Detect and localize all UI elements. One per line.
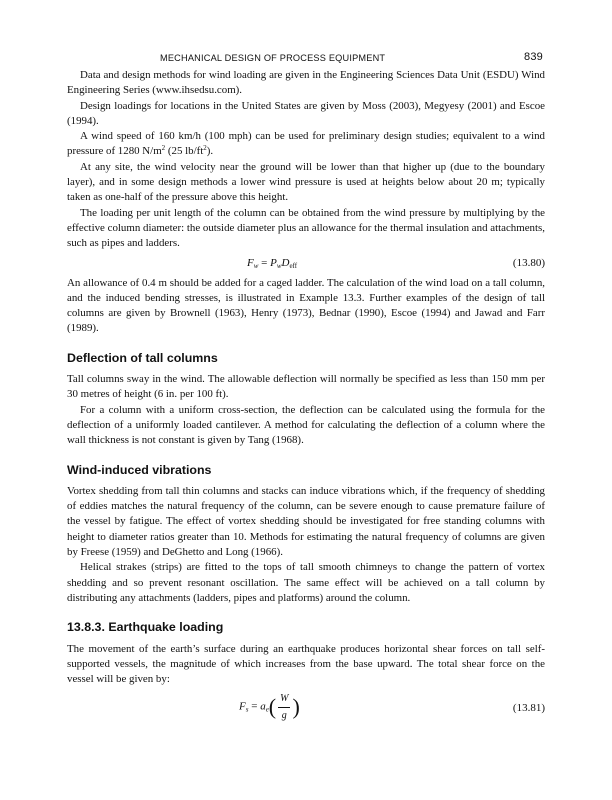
- body: [67, 68, 545, 727]
- eq-subscript: w: [276, 261, 282, 270]
- paragraph: Data and design methods for wind loading are given in the Engineering Sciences Data Unit (ESDU) Wind Engineering Series (www.ihsedsu.com).: [67, 69, 545, 97]
- equation-body: [247, 256, 297, 271]
- equation-number: (13.81): [512, 702, 545, 715]
- fraction-numerator: W: [278, 691, 290, 707]
- paragraph: [67, 129, 545, 160]
- page-number: 839: [524, 51, 543, 63]
- running-header: [67, 50, 545, 68]
- eq-subscript: eff: [289, 261, 298, 270]
- eq-symbol: F: [239, 700, 246, 713]
- left-paren: (: [268, 694, 277, 720]
- superscript: 2: [203, 144, 207, 153]
- eq-symbol: F: [247, 256, 254, 269]
- text-run: (25 lb/ft: [165, 145, 204, 158]
- paragraph: For a column with a uniform cross-section, the deflection can be calculated using the formula for the deflection of a uniformly loaded cantilever. A method for calculating the deflection of a column where the wall thickness is not constant is given by Tang (1968).: [67, 403, 545, 447]
- page: [67, 50, 545, 727]
- eq-operator: =: [258, 256, 271, 269]
- eq-symbol: D: [281, 256, 290, 269]
- section-heading: Deflection of tall columns: [67, 350, 218, 365]
- paragraph: Design loadings for locations in the United States are given by Moss (2003), Megyesy (2001) and Escoe (1994).: [67, 99, 545, 127]
- fraction: [278, 691, 290, 723]
- equation-number: (13.80): [512, 256, 545, 269]
- section-heading: Wind-induced vibrations: [67, 462, 212, 477]
- equation-13-81: [67, 687, 545, 727]
- fraction-denominator: g: [281, 709, 287, 721]
- paragraph: At any site, the wind velocity near the ground will be lower than that higher up (due to the boundary layer), and in some design methods a lower wind pressure is used at heights below about 20 m; typically taken as one-half of the pressure above this height.: [67, 160, 545, 204]
- paragraph: Tall columns sway in the wind. The allowable deflection will normally be specified as less than 150 mm per 30 metres of height (6 in. per 100 ft).: [67, 373, 545, 401]
- eq-operator: =: [248, 700, 261, 713]
- right-paren: ): [292, 694, 300, 720]
- eq-subscript: s: [245, 705, 249, 714]
- text-run: ).: [206, 145, 214, 158]
- section-heading: 13.8.3. Earthquake loading: [67, 620, 224, 635]
- superscript: 2: [161, 144, 166, 153]
- eq-subscript: e: [265, 705, 269, 714]
- paragraph: Vortex shedding from tall thin columns and stacks can induce vibrations which, if the frequency of shedding of eddies matches the natural frequency of the column, can be severe enough to cause premature failure of the vessel by fatigue. The effect of vortex shedding should be investigated for free standing columns with height to diameter ratios greater than 10. Methods for estimating the natural frequency of columns are given by Freese (1959) and DeGhetto and Long (1966).: [67, 484, 545, 559]
- eq-subscript: w: [253, 261, 259, 270]
- text-run: A wind speed of 160 km/h (100 mph) can be used for preliminary design studies; equivalent to a wind pressure of 1280 N/m: [67, 130, 545, 158]
- eq-symbol: a: [260, 700, 266, 713]
- equation-body: [239, 691, 300, 723]
- paragraph: The movement of the earth’s surface during an earthquake produces horizontal shear forces on tall self-supported vessels, the magnitude of which increases from the base upward. The total shear force on the vessel will be given by:: [67, 642, 545, 686]
- eq-symbol: P: [270, 256, 277, 269]
- equation-13-80: [67, 252, 545, 276]
- paragraph: The loading per unit length of the column can be obtained from the wind pressure by multiplying by the effective column diameter: the outside diameter plus an allowance for the thermal insulation and attachments, such as pipes and ladders.: [67, 206, 545, 250]
- running-title: MECHANICAL DESIGN OF PROCESS EQUIPMENT: [160, 53, 386, 63]
- paragraph: Helical strakes (strips) are fitted to the tops of tall smooth chimneys to change the pattern of vortex shedding and so prevent resonant oscillation. The same effect will be achieved on a tall column by distributing any attachments (ladders, pipes and platforms) around the column.: [67, 561, 545, 604]
- paragraph: An allowance of 0.4 m should be added for a caged ladder. The calculation of the wind load on a tall column, and the induced bending stresses, is illustrated in Example 13.3. Further examples of the design of tall columns are given by Brownell (1963), Henry (1973), Bednar (1990), Escoe (1994) and Jawad and Farr (1989).: [67, 276, 545, 335]
